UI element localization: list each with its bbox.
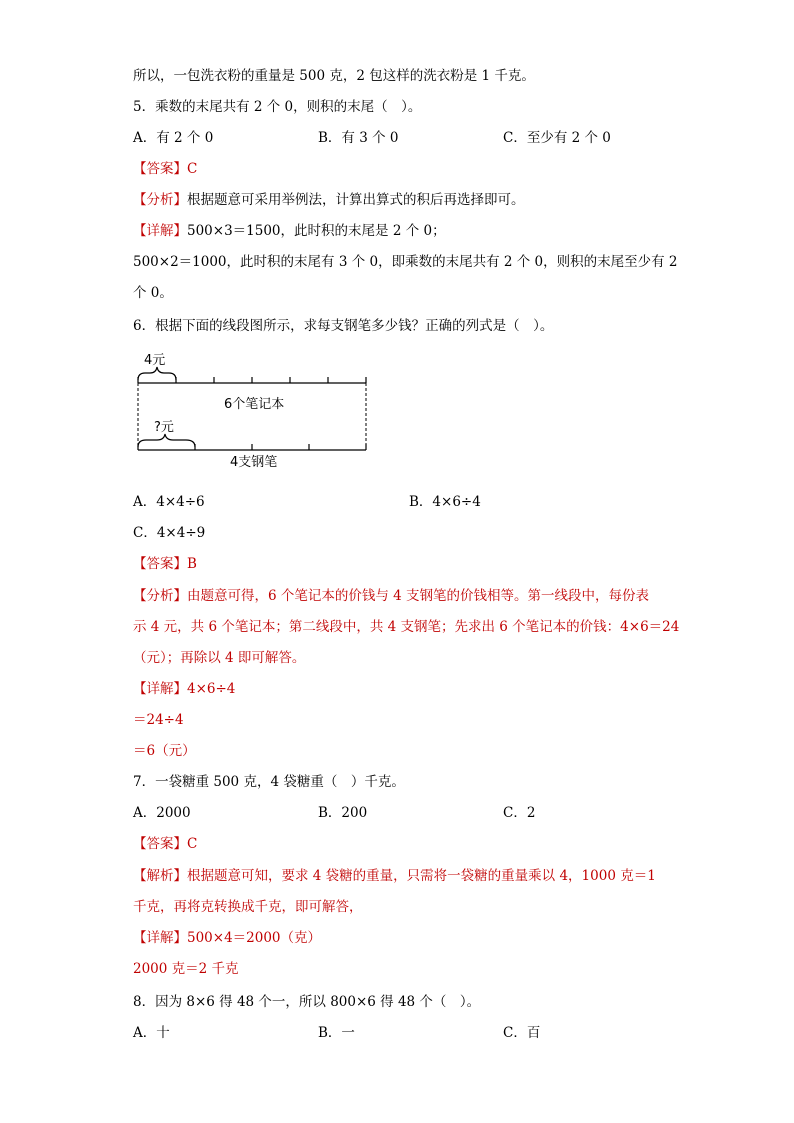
q7-analysis — [133, 866, 656, 886]
top-ticks — [138, 377, 366, 383]
paragraph: 所以，一包洗衣粉的重量是 500 克，2 包这样的洗衣粉是 1 千克。 — [133, 68, 535, 84]
q8-option-c: C．百 — [503, 1025, 541, 1041]
question-8: 8．因为 8×6 得 48 个一，所以 800×6 得 48 个（ ）。 — [133, 994, 481, 1010]
line-segment-diagram — [130, 350, 380, 475]
analysis-tag: 【分析】 — [133, 588, 187, 604]
q5-detail — [133, 221, 446, 241]
q6-analysis — [133, 586, 649, 606]
question-6: 6．根据下面的线段图所示，求每支钢笔多少钱？正确的列式是（ ）。 — [133, 318, 554, 334]
bottom-ticks — [138, 444, 366, 450]
answer-tag: 【答案】 — [133, 161, 187, 177]
q5-detail-line-2: 500×2＝1000，此时积的末尾有 3 个 0，即乘数的末尾共有 2 个 0，则积的末尾至少有 2 — [133, 254, 678, 270]
analysis-text: 由题意可得，6 个笔记本的价钱与 4 支钢笔的价钱相等。第一线段中，每份表 — [187, 588, 650, 604]
bottom-brace — [138, 434, 195, 447]
q6-detail — [133, 679, 235, 699]
q6-detail-line-3: ＝6（元） — [133, 743, 196, 759]
q6-option-b: B．4×6÷4 — [409, 494, 481, 510]
q5-answer — [133, 159, 197, 179]
top-brace — [138, 367, 176, 380]
answer-tag: 【答案】 — [133, 836, 187, 852]
q7-detail-line-2: 2000 克＝2 千克 — [133, 961, 239, 977]
q8-option-a: A．十 — [133, 1025, 170, 1041]
detail-text: 500×4＝2000（克） — [187, 930, 322, 946]
q6-analysis-line-3: （元）；再除以 4 即可解答。 — [133, 650, 306, 666]
answer-value: B — [187, 556, 197, 572]
analysis-tag: 【解析】 — [133, 868, 187, 884]
bottom-segment-label: 4支钢笔 — [230, 455, 278, 470]
answer-value: C — [187, 161, 198, 177]
q7-option-c: C．2 — [503, 805, 536, 821]
answer-tag: 【答案】 — [133, 556, 187, 572]
detail-tag: 【详解】 — [133, 681, 187, 697]
answer-value: C — [187, 836, 198, 852]
q7-detail — [133, 928, 321, 948]
bottom-unit-label: ?元 — [154, 420, 174, 435]
q7-option-a: A．2000 — [133, 805, 191, 821]
analysis-text: 根据题意可知，要求 4 袋糖的重量，只需将一袋糖的重量乘以 4，1000 克＝1 — [187, 868, 656, 884]
detail-tag: 【详解】 — [133, 930, 187, 946]
q6-option-a: A．4×4÷6 — [133, 494, 205, 510]
q5-option-c: C．至少有 2 个 0 — [503, 130, 611, 146]
analysis-tag: 【分析】 — [133, 192, 187, 208]
q7-option-b: B．200 — [318, 805, 368, 821]
q6-detail-line-2: ＝24÷4 — [133, 712, 184, 728]
detail-text: 4×6÷4 — [187, 681, 236, 697]
q8-option-b: B．一 — [318, 1025, 355, 1041]
q5-option-a: A．有 2 个 0 — [133, 130, 214, 146]
q7-answer — [133, 834, 197, 854]
detail-text: 500×3＝1500，此时积的末尾是 2 个 0； — [187, 223, 446, 239]
q6-analysis-line-2: 示 4 元，共 6 个笔记本；第二线段中，共 4 支钢笔；先求出 6 个笔记本的价钱：4×6＝24 — [133, 619, 680, 635]
q5-option-b: B．有 3 个 0 — [318, 130, 399, 146]
question-7: 7．一袋糖重 500 克，4 袋糖重（ ）千克。 — [133, 774, 405, 790]
detail-tag: 【详解】 — [133, 223, 187, 239]
q7-analysis-line-2: 千克，再将克转换成千克，即可解答， — [133, 899, 363, 915]
analysis-text: 根据题意可采用举例法，计算出算式的积后再选择即可。 — [187, 192, 525, 208]
q5-detail-line-3: 个 0。 — [133, 285, 173, 301]
question-5: 5．乘数的末尾共有 2 个 0，则积的末尾（ ）。 — [133, 99, 422, 115]
q6-answer — [133, 554, 197, 574]
top-segment-label: 6个笔记本 — [224, 397, 285, 412]
q5-analysis — [133, 190, 525, 210]
q6-option-c: C．4×4÷9 — [133, 525, 206, 541]
top-unit-label: 4元 — [144, 353, 166, 368]
